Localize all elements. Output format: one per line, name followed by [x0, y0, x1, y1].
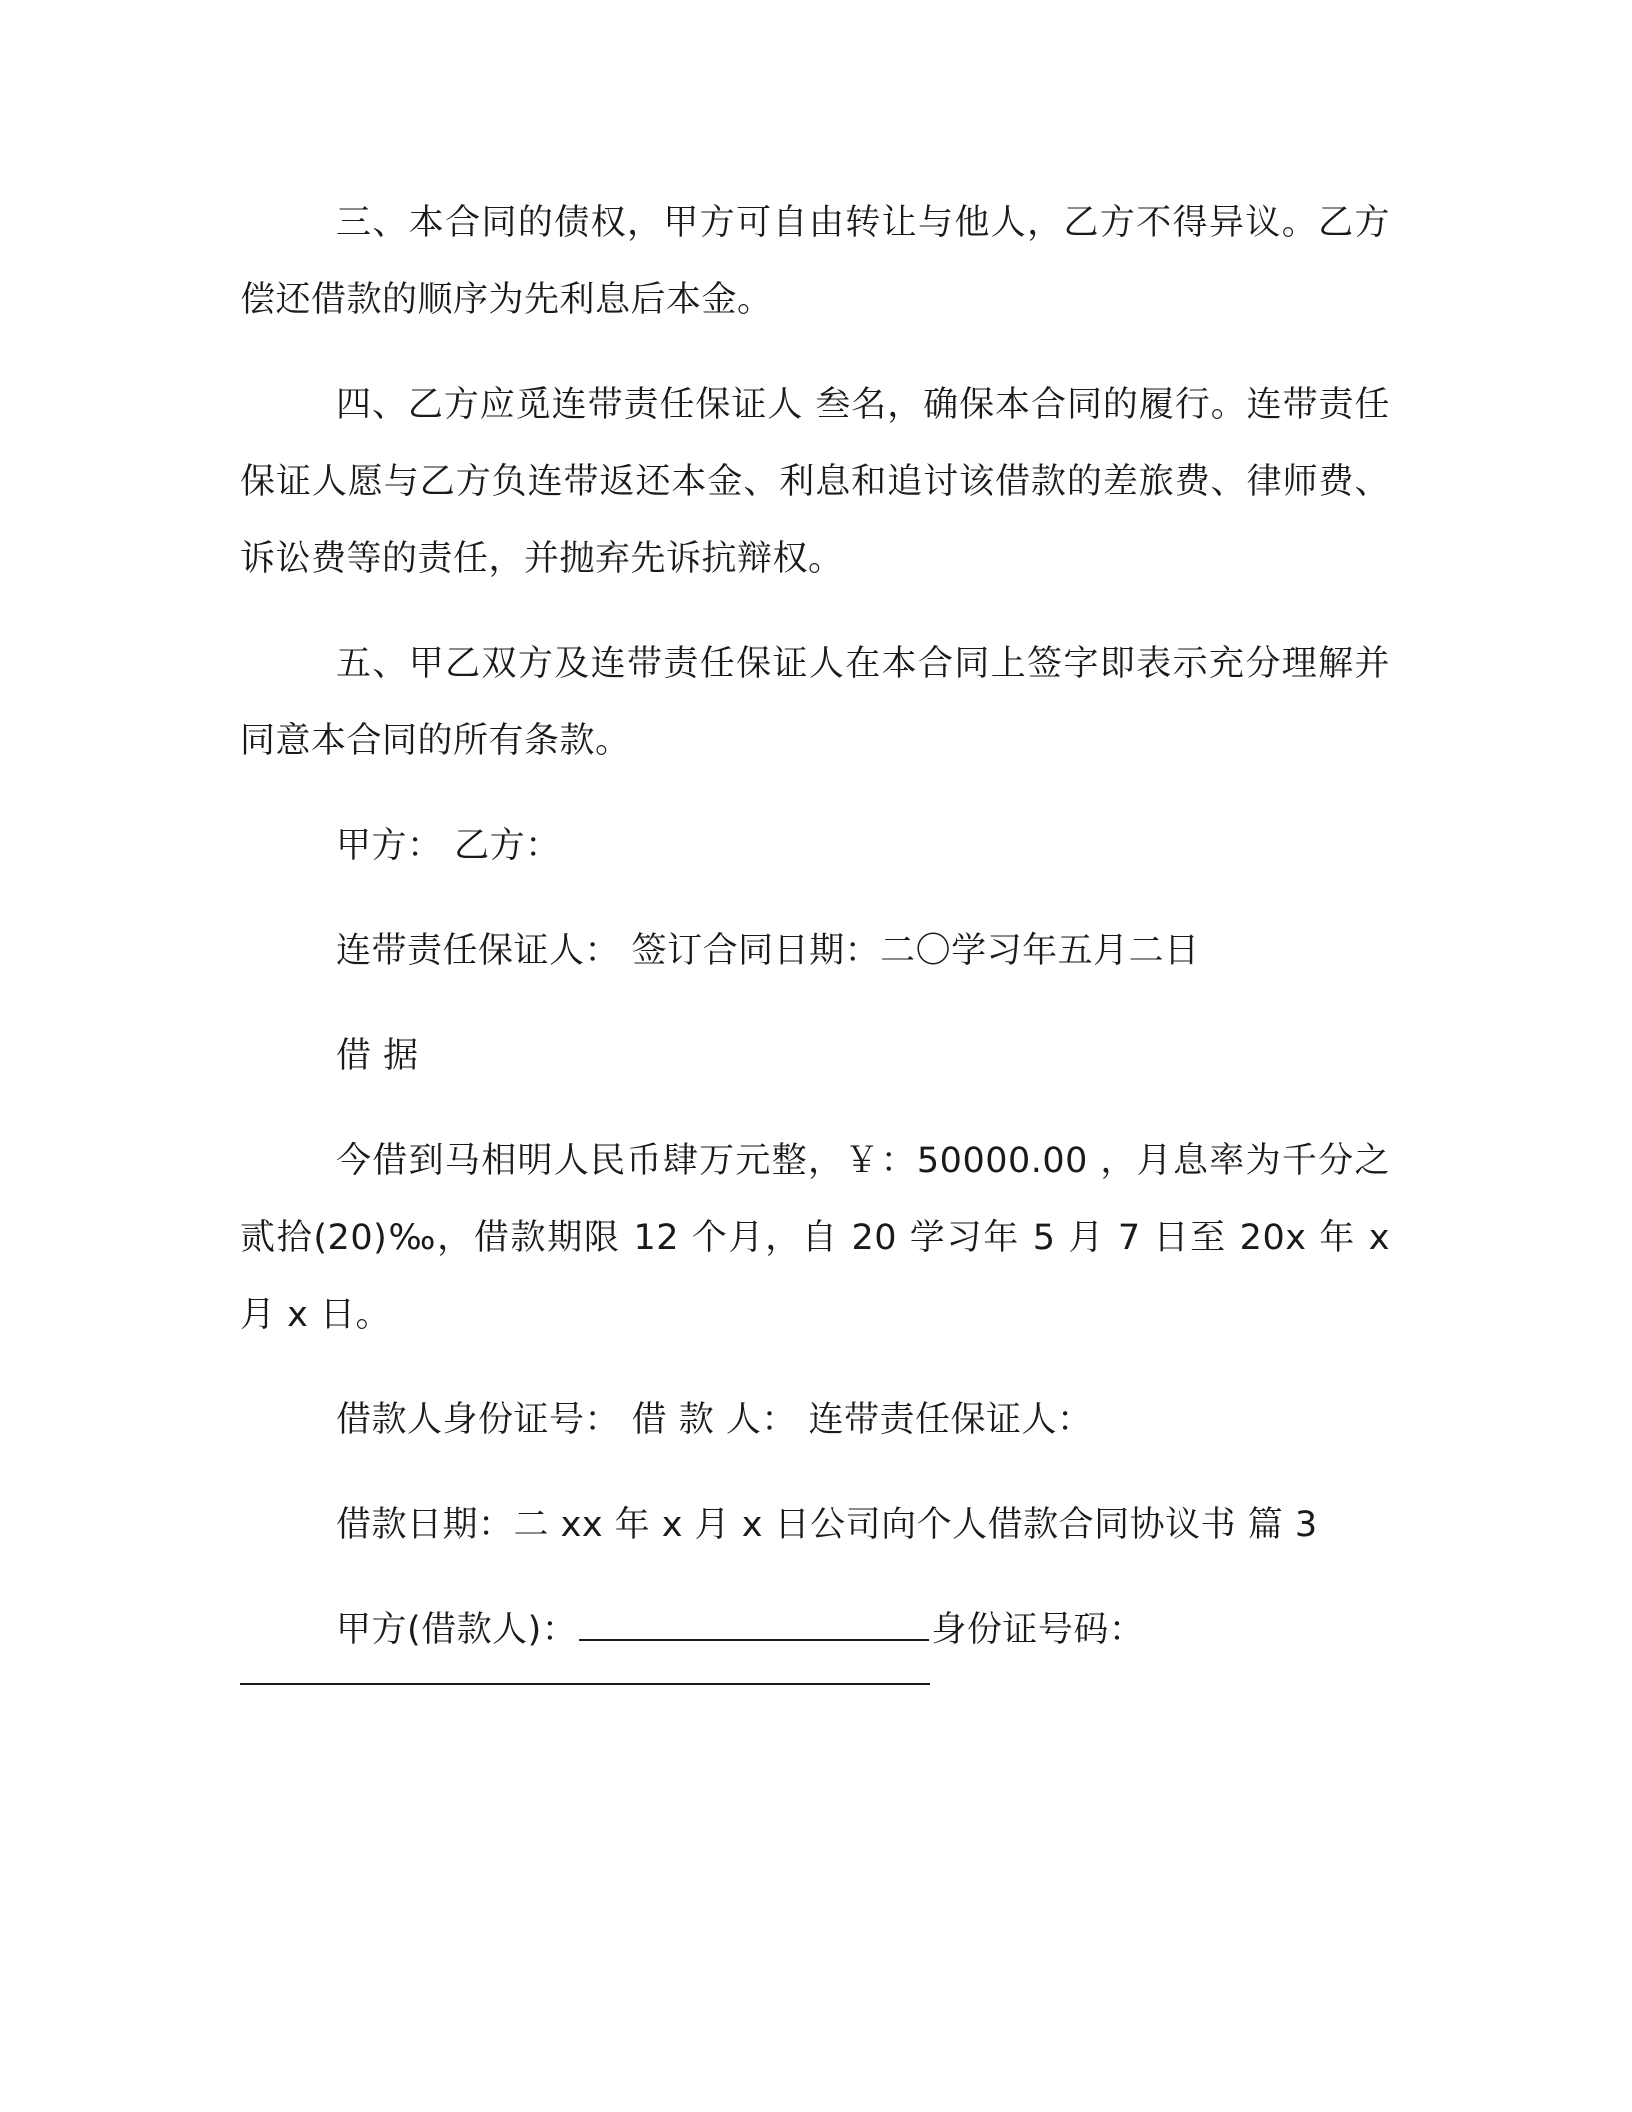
id-number-label: 身份证号码： [931, 1610, 1145, 1650]
party-a-label: 甲方(借款人)： [336, 1610, 578, 1650]
party-a-line [240, 1592, 1390, 1669]
id-number-blank[interactable] [240, 1683, 930, 1685]
party-a-blank[interactable] [579, 1609, 929, 1641]
clause-5: 五、甲乙双方及连带责任保证人在本合同上签字即表示充分理解并同意本合同的所有条款。 [240, 644, 1390, 761]
receipt-title: 借 据 [336, 1036, 419, 1076]
receipt-date-line: 借款日期：二 xx 年 x 月 x 日公司向个人借款合同协议书 篇 3 [336, 1505, 1318, 1545]
receipt-signers: 借款人身份证号： 借 款 人： 连带责任保证人： [336, 1400, 1093, 1440]
clause-3: 三、本合同的债权，甲方可自由转让与他人，乙方不得异议。乙方偿还借款的顺序为先利息后本金。 [240, 203, 1390, 320]
receipt-body: 今借到马相明人民币肆万元整，￥：50000.00 ，月息率为千分之 贰拾(20)‰，借款期限 12 个月，自 20 学习年 5 月 7 日至 20x 年 x 月 x 日。 [240, 1141, 1390, 1335]
signature-guarantor-date: 连带责任保证人： 签订合同日期：二〇学习年五月二日 [336, 931, 1200, 971]
clause-4: 四、乙方应觅连带责任保证人 叁名，确保本合同的履行。连带责任保证人愿与乙方负连带返还本金、利息和追讨该借款的差旅费、律师费、诉讼费等的责任，并抛弃先诉抗辩权。 [240, 385, 1390, 579]
document-body [240, 185, 1390, 1685]
signature-parties: 甲方： 乙方： [336, 826, 561, 866]
